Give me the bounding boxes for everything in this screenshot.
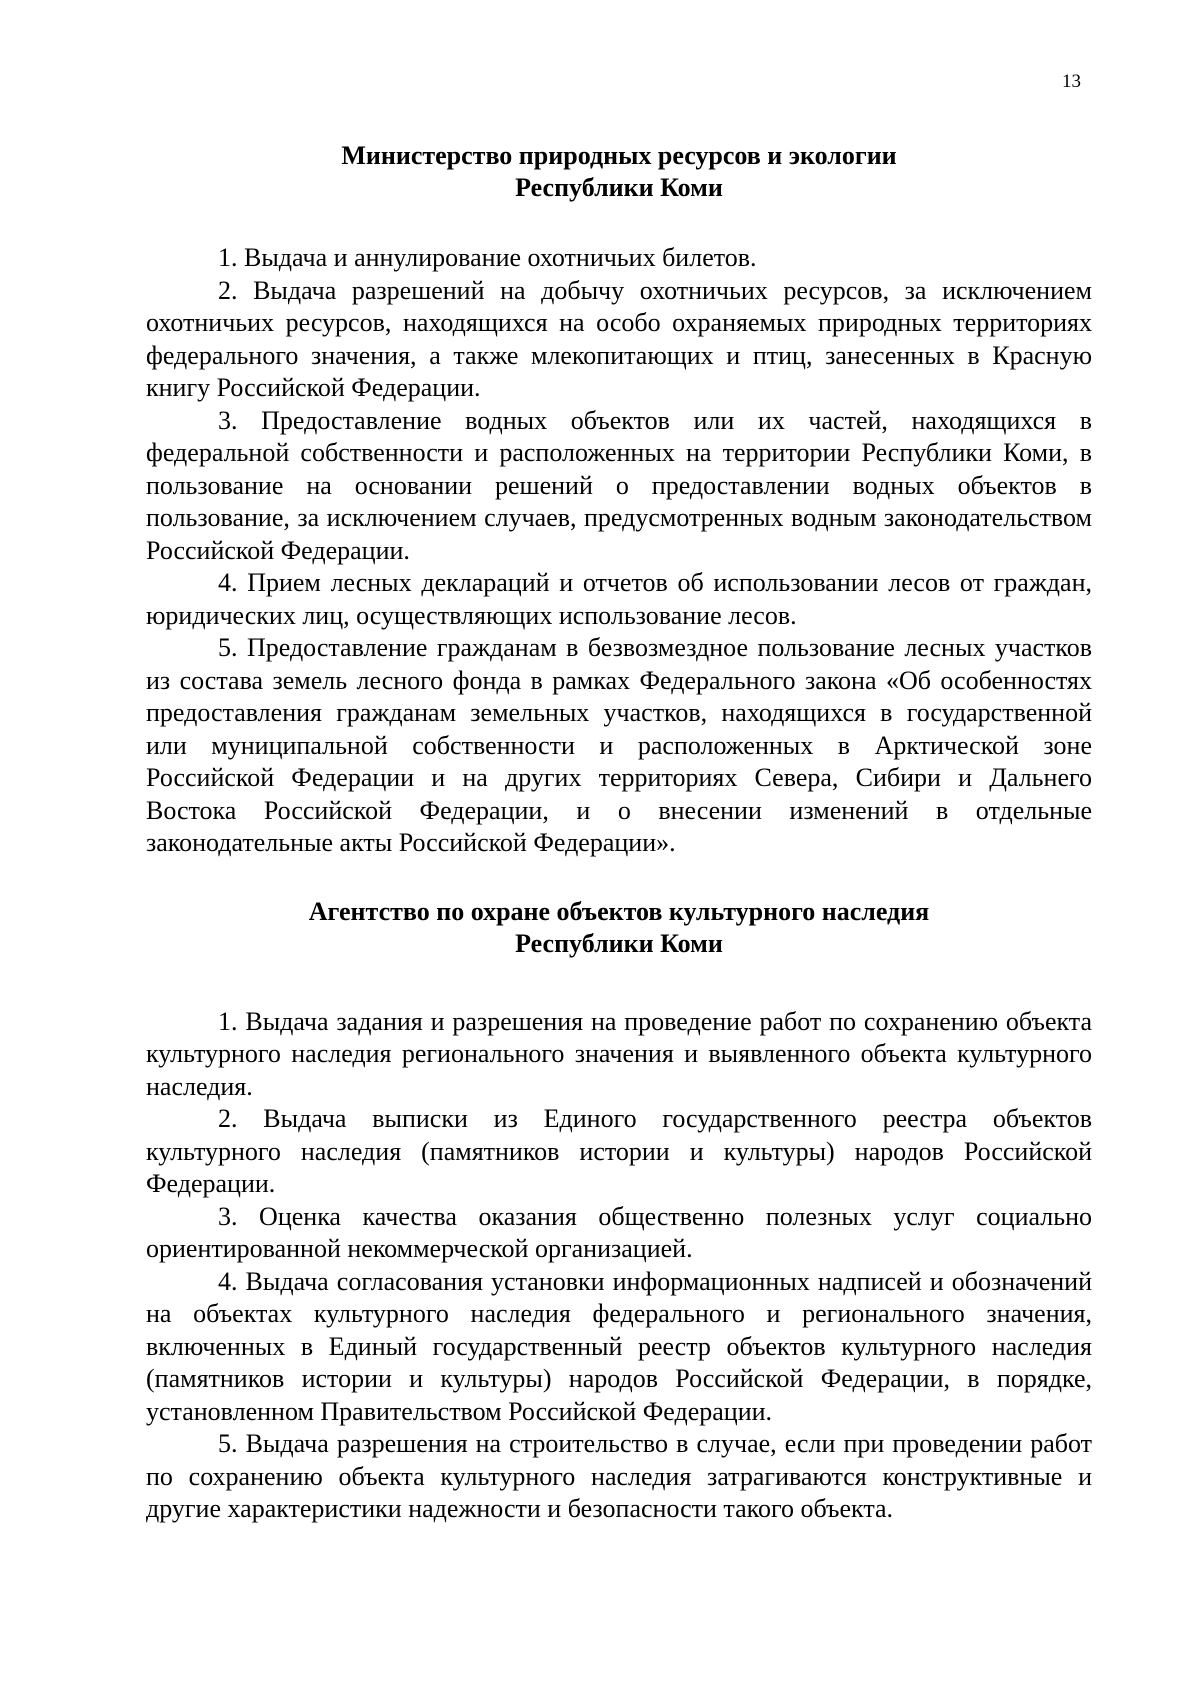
section-heading <box>146 896 1092 960</box>
item-list <box>146 1006 1092 1526</box>
heading-line: Агентство по охране объектов культурного наследия <box>308 896 930 926</box>
list-item: 1. Выдача задания и разрешения на проведение работ по сохранению объекта культурного наследия регионального значения и выявленного объекта культурного наследия. <box>146 1006 1092 1101</box>
heading-line: Республики Коми <box>515 173 723 202</box>
section-ministry-natural-resources <box>146 140 1092 860</box>
page-number: 13 <box>1062 71 1081 92</box>
section-heading <box>146 140 1092 204</box>
section-cultural-heritage-agency <box>146 896 1092 1526</box>
list-item: 2. Выдача разрешений на добычу охотничьих ресурсов, за исключением охотничьих ресурсов, находящихся на особо охраняемых природных территориях федерального значения, а также млекопитающих и птиц, занесенных в Красную книгу Российской Федерации. <box>146 275 1092 402</box>
list-item: 5. Выдача разрешения на строительство в случае, если при проведении работ по сохранению объекта культурного наследия затрагиваются конструктивные и другие характеристики надежности и безопасности такого объекта. <box>146 1429 1092 1523</box>
list-item: 5. Предоставление гражданам в безвозмездное пользование лесных участков из состава земель лесного фонда в рамках Федерального закона «Об особенностях предоставления гражданам земельных участков, находящихся в государственной или муниципальной собственности и расположенных в Арктической зоне Российской Федерации и на других территориях Севера, Сибири и Дальнего Востока Российской Федерации, и о внесении изменений в отдельные законодательные акты Российской Федерации». <box>146 633 1092 857</box>
heading-line: Республики Коми <box>515 928 723 958</box>
list-item: 2. Выдача выписки из Единого государственного реестра объектов культурного наследия (памятников истории и культуры) народов Российской Федерации. <box>146 1104 1092 1198</box>
heading-line: Министерство природных ресурсов и экологии <box>341 141 897 170</box>
list-item: 4. Прием лесных деклараций и отчетов об использовании лесов от граждан, юридических лиц, осуществляющих использование лесов. <box>146 568 1092 630</box>
document-body <box>146 140 1092 1526</box>
list-item: 1. Выдача и аннулирование охотничьих билетов. <box>218 243 757 272</box>
list-item: 3. Оценка качества оказания общественно полезных услуг социально ориентированной некоммерческой организацией. <box>146 1201 1092 1263</box>
list-item: 3. Предоставление водных объектов или их частей, находящихся в федеральной собственности и расположенных на территории Республики Коми, в пользование на основании решений о предоставлении водных объектов в пользование, за исключением случаев, предусмотренных водным законодательством Российской Федерации. <box>146 405 1092 565</box>
item-list <box>146 242 1092 860</box>
list-item: 4. Выдача согласования установки информационных надписей и обозначений на объектах культурного наследия федерального и регионального значения, включенных в Единый государственный реестр объектов культурного наследия (памятников истории и культуры) народов Российской Федерации, в порядке, установленном Правительством Российской Федерации. <box>146 1266 1092 1426</box>
